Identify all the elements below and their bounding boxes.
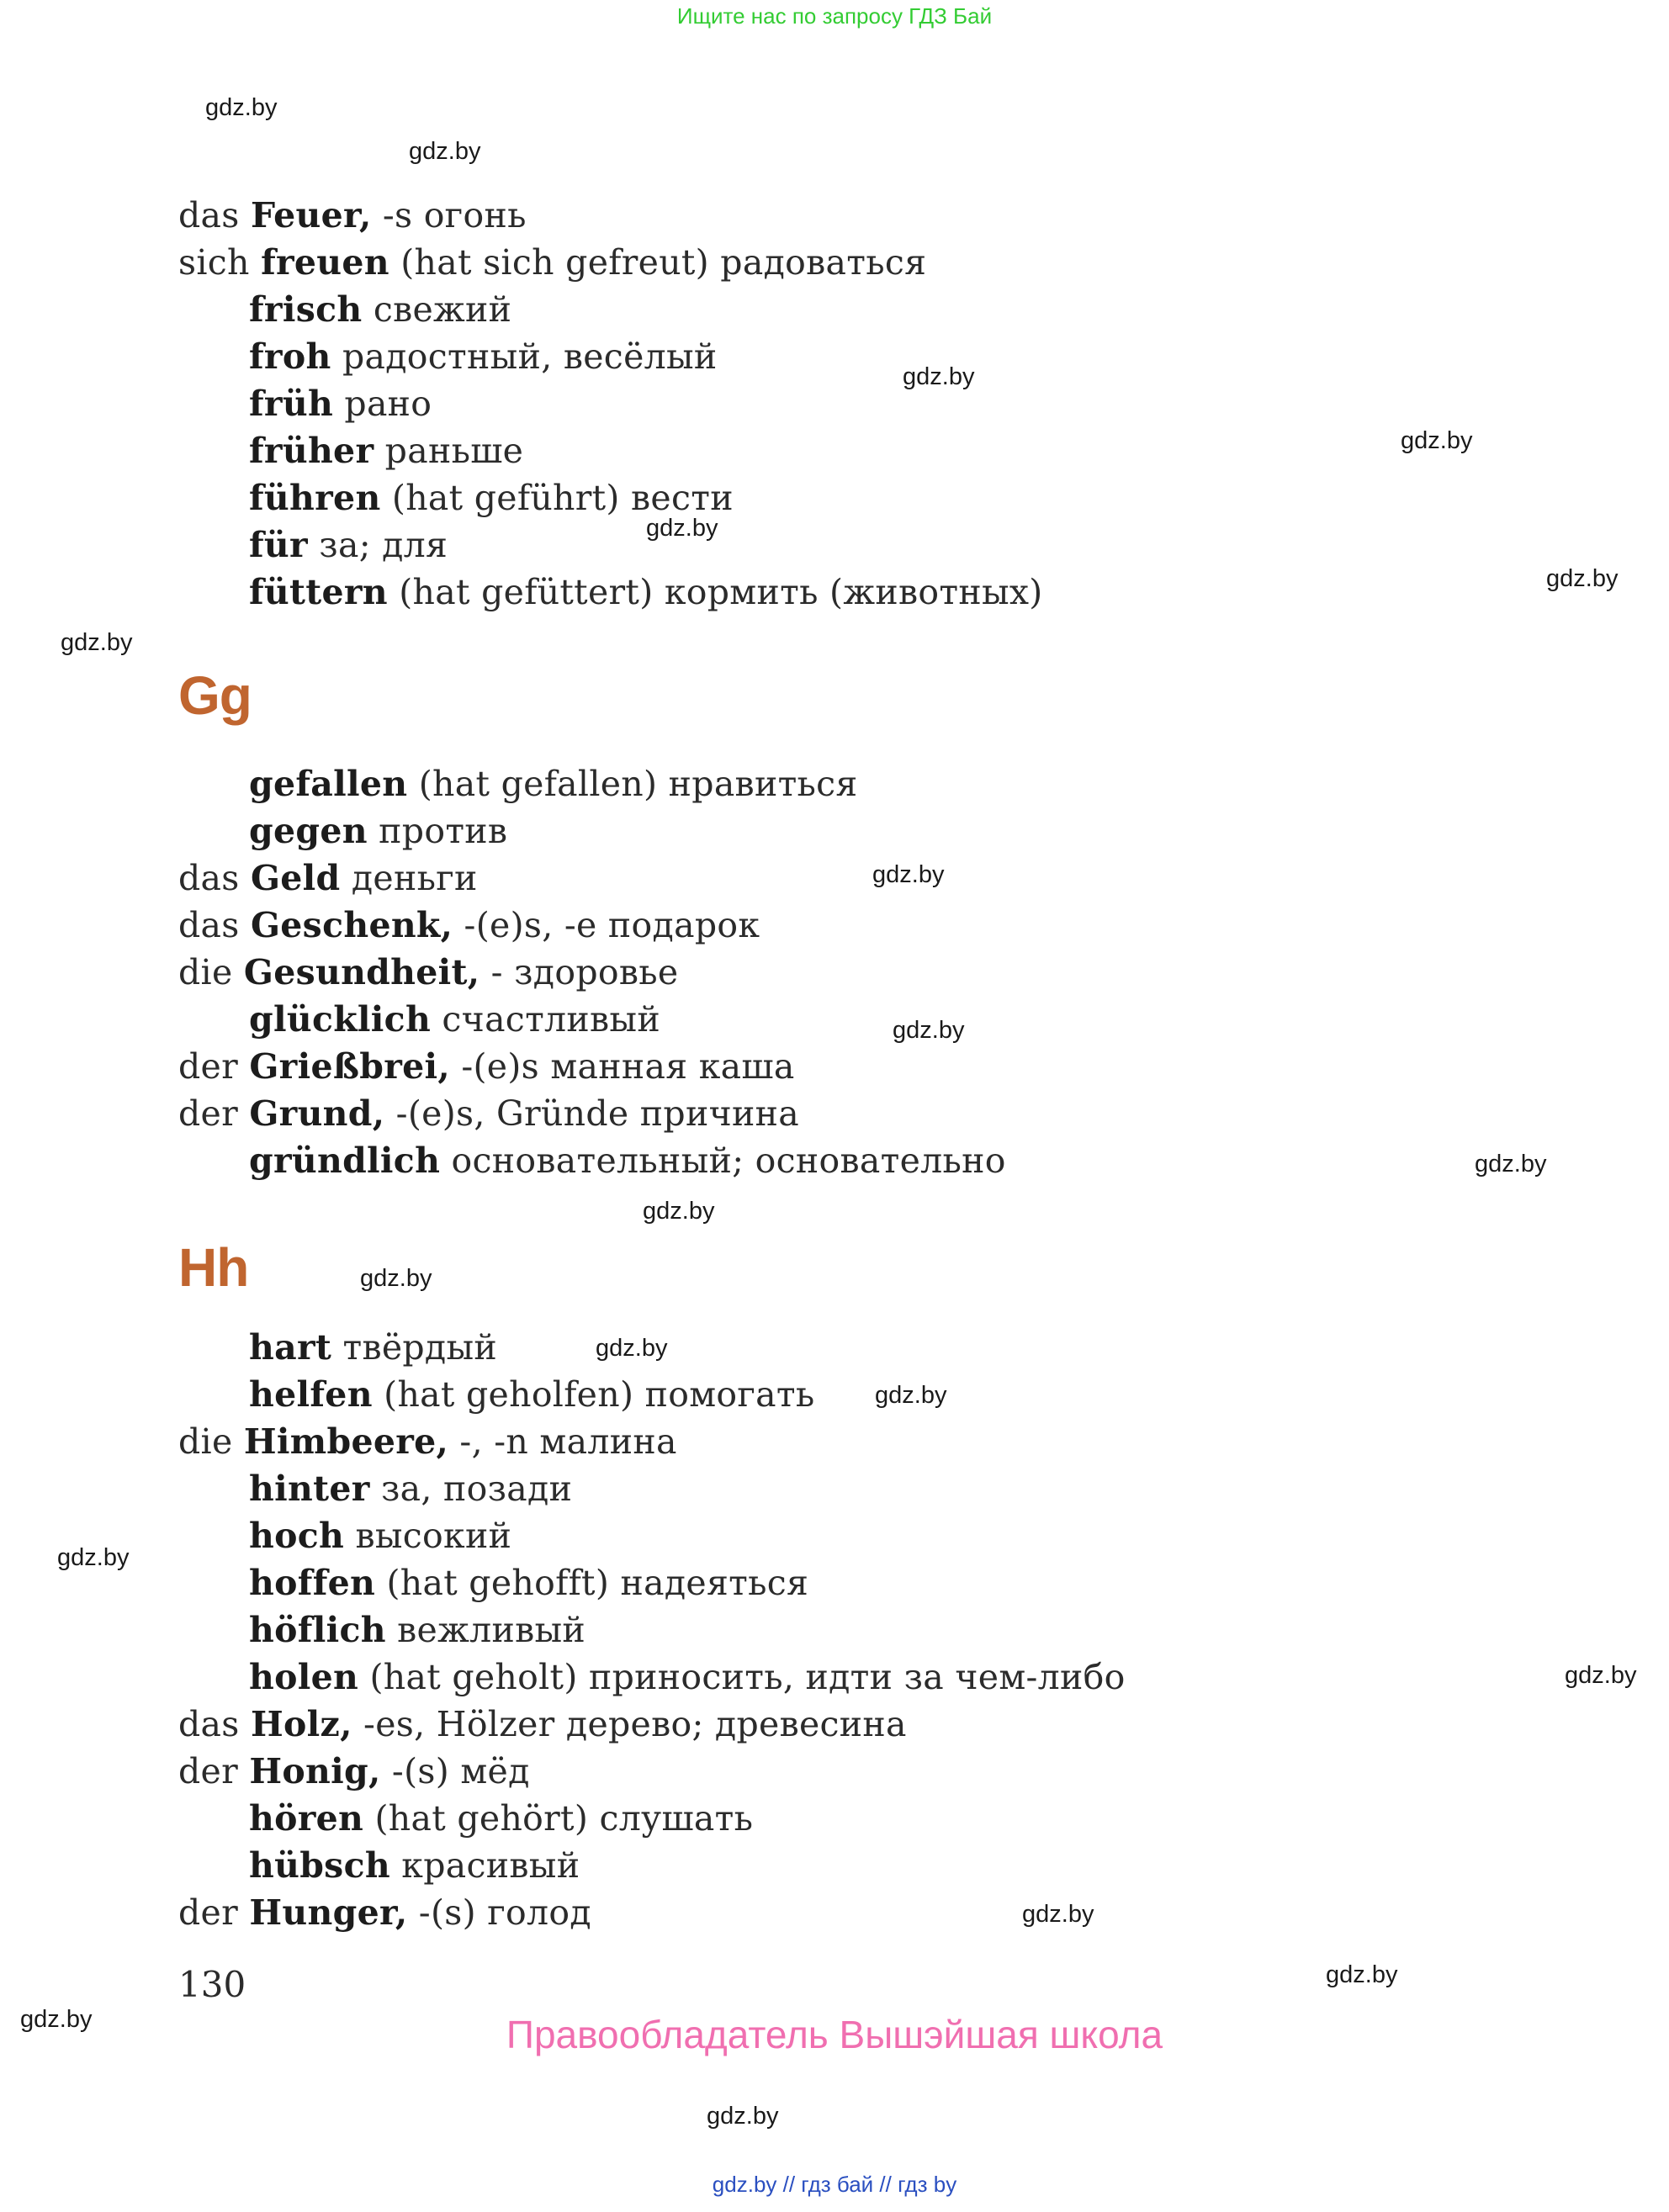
watermark: gdz.by (20, 2006, 93, 2033)
dictionary-entry: der Grund, -(e)s, Gründe причина (178, 1093, 799, 1134)
dictionary-entry: das Holz, -es, Hölzer дерево; древесина (178, 1704, 907, 1744)
watermark: gdz.by (409, 138, 481, 165)
search-hint-banner: Ищите нас по запросу ГДЗ Бай (676, 3, 993, 29)
dictionary-entry: hoch высокий (249, 1516, 512, 1556)
rights-holder: Правообладатель Вышэйшая школа (506, 2013, 1163, 2056)
dictionary-entry: hoffen (hat gehofft) надеяться (249, 1563, 809, 1603)
watermark: gdz.by (707, 2103, 779, 2130)
watermark: gdz.by (872, 861, 945, 888)
watermark: gdz.by (205, 94, 278, 121)
dictionary-entry: glücklich счастливый (249, 999, 660, 1040)
dictionary-entry: das Geschenk, -(e)s, -e подарок (178, 905, 760, 945)
watermark: gdz.by (1326, 1961, 1398, 1988)
dictionary-entry: der Hunger, -(s) голод (178, 1892, 591, 1933)
watermark: gdz.by (1546, 565, 1619, 592)
dictionary-entry: helfen (hat geholfen) помогать (249, 1374, 815, 1415)
watermark: gdz.by (57, 1544, 130, 1571)
dictionary-entry: die Gesundheit, - здоровье (178, 952, 679, 992)
watermark: gdz.by (875, 1382, 947, 1409)
dictionary-entry: der Honig, -(s) мёд (178, 1751, 530, 1791)
dictionary-entry: hart твёрдый (249, 1327, 498, 1368)
dictionary-entry: höflich вежливый (249, 1610, 586, 1650)
watermark: gdz.by (61, 629, 133, 656)
footer-links[interactable]: gdz.by // гдз бай // гдз by (712, 2172, 957, 2197)
page-number: 130 (178, 1964, 246, 2005)
dictionary-entry: früher раньше (249, 431, 524, 471)
watermark: gdz.by (1565, 1662, 1637, 1689)
dictionary-entry: füttern (hat gefüttert) кормить (животных) (249, 572, 1043, 612)
dictionary-entry: früh рано (249, 384, 432, 424)
dictionary-entry: gefallen (hat gefallen) нравиться (249, 764, 858, 804)
dictionary-entry: frisch свежий (249, 289, 512, 330)
dictionary-entry: führen (hat geführt) вести (249, 478, 734, 518)
watermark: gdz.by (1401, 427, 1473, 454)
watermark: gdz.by (646, 515, 718, 542)
watermark: gdz.by (893, 1017, 965, 1044)
dictionary-entry: die Himbeere, -, -n малина (178, 1421, 677, 1462)
dictionary-entry: das Geld деньги (178, 858, 478, 898)
dictionary-entry: gründlich основательный; основательно (249, 1140, 1006, 1181)
dictionary-entry: sich freuen (hat sich gefreut) радоваться (178, 242, 927, 283)
watermark: gdz.by (643, 1198, 715, 1225)
watermark: gdz.by (1475, 1151, 1547, 1177)
section-letter-h: Hh (178, 1237, 249, 1298)
watermark: gdz.by (903, 363, 975, 390)
watermark: gdz.by (1022, 1901, 1094, 1928)
dictionary-entry: froh радостный, весёлый (249, 336, 718, 377)
dictionary-entry: für за; для (249, 525, 448, 565)
watermark: gdz.by (360, 1265, 432, 1292)
section-letter-g: Gg (178, 665, 252, 726)
dictionary-entry: hinter за, позади (249, 1468, 573, 1509)
dictionary-entry: hübsch красивый (249, 1845, 580, 1886)
dictionary-entry: der Grießbrei, -(e)s манная каша (178, 1046, 795, 1087)
dictionary-entry: holen (hat geholt) приносить, идти за чем-либо (249, 1657, 1126, 1697)
watermark: gdz.by (596, 1335, 668, 1362)
dictionary-entry: das Feuer, -s огонь (178, 195, 527, 235)
dictionary-entry: hören (hat gehört) слушать (249, 1798, 754, 1839)
dictionary-entry: gegen против (249, 811, 508, 851)
